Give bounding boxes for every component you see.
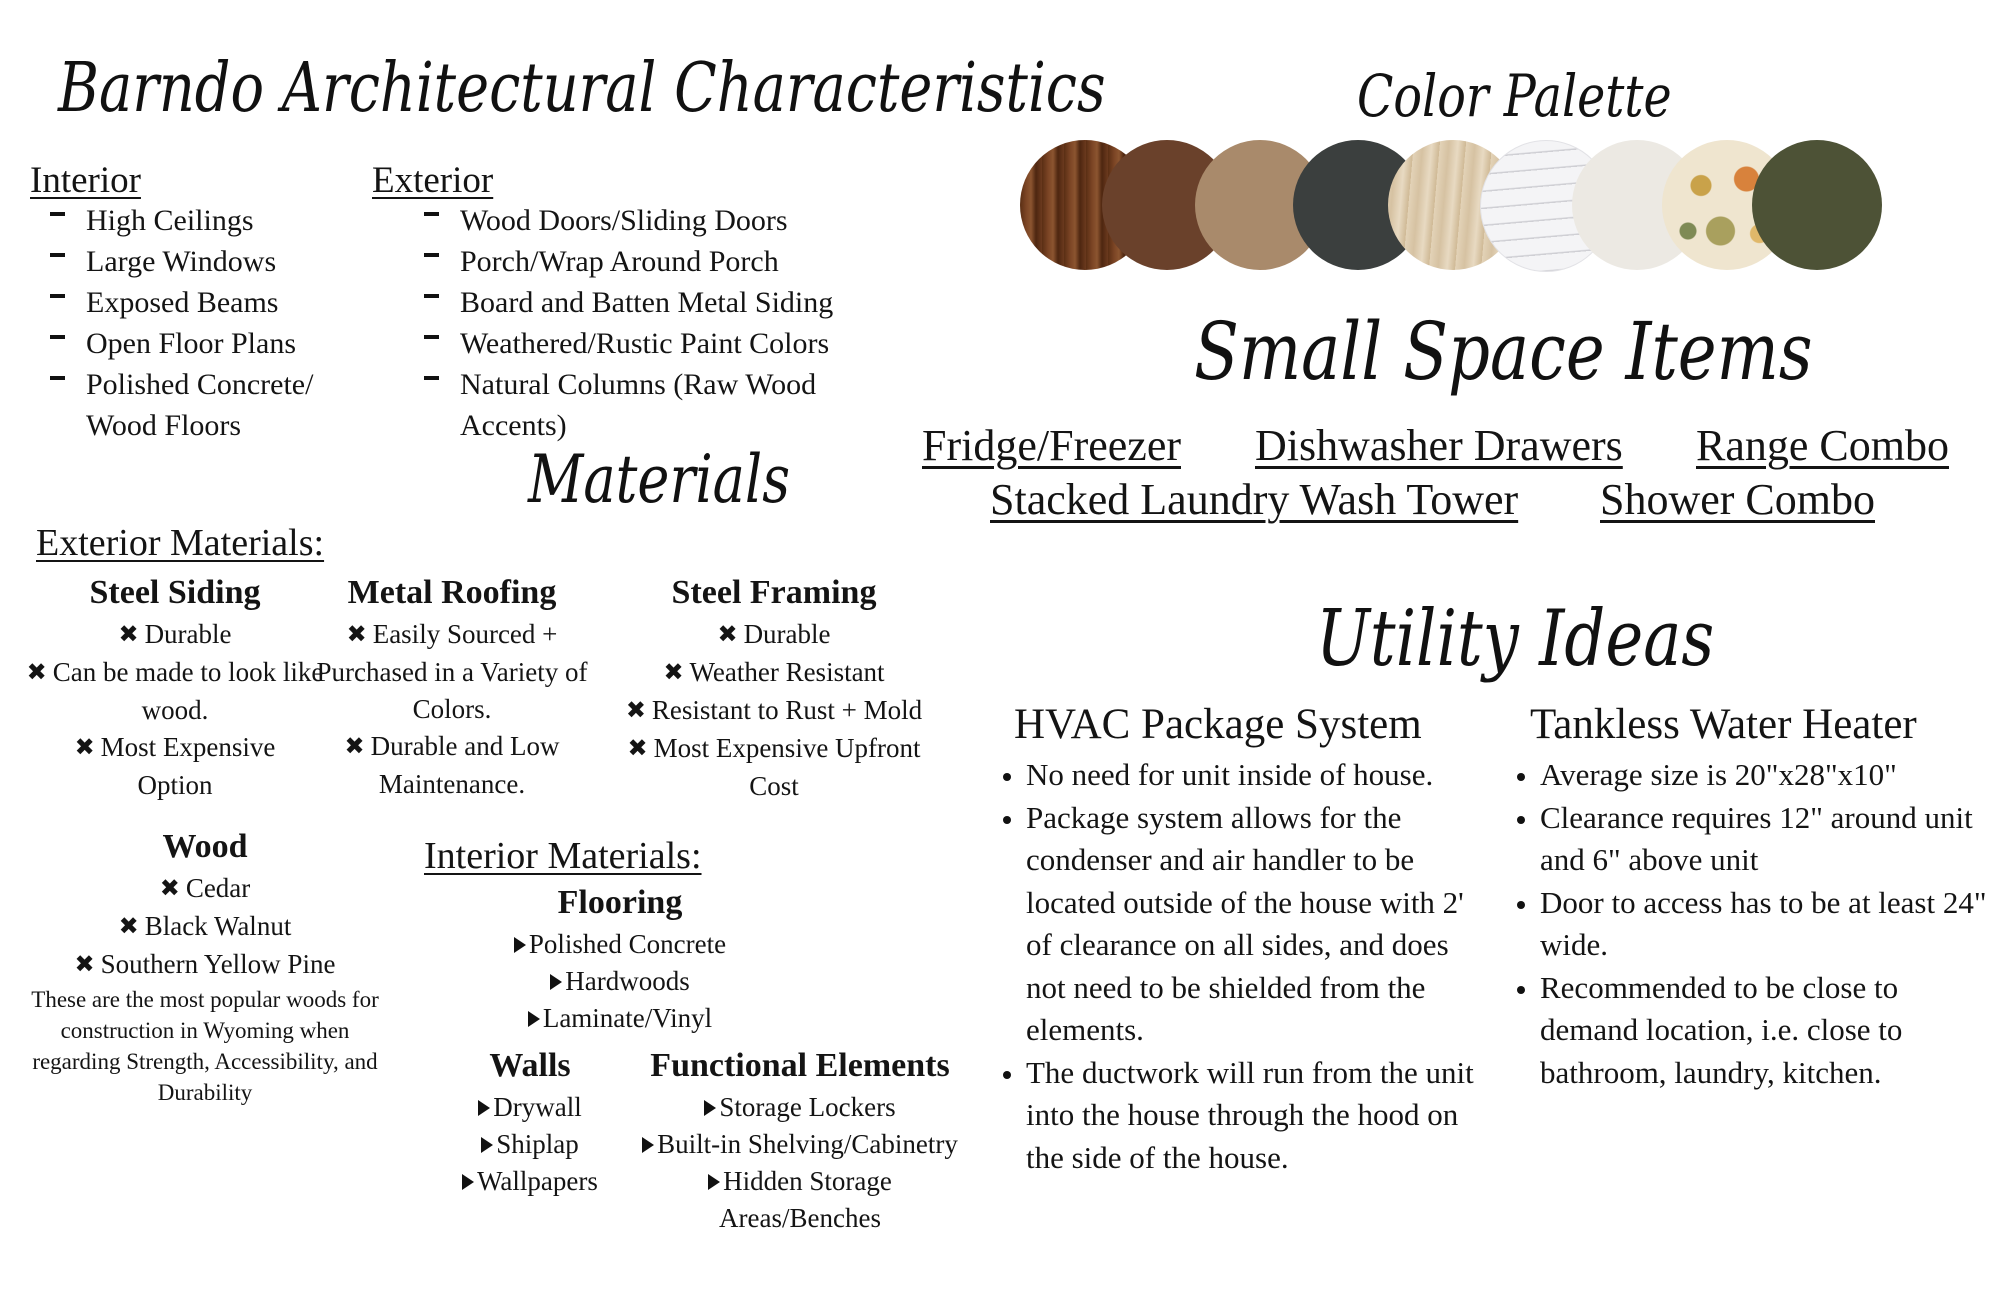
triangle-bullet-icon	[708, 1174, 720, 1190]
list-item: No need for unit inside of house.	[1000, 754, 1480, 797]
list-item: Recommended to be close to demand location, i.e. close to bathroom, laundry, kitchen.	[1514, 967, 1994, 1095]
triangle-bullet-icon	[462, 1174, 474, 1190]
water-heater-section	[1514, 698, 1994, 1094]
olive-swatch	[1752, 140, 1882, 270]
list-item: ✖ Durable	[20, 616, 330, 654]
flooring-column	[470, 880, 770, 1037]
fridge-freezer-link: Fridge/Freezer	[922, 421, 1181, 470]
pushpin-icon: ✖	[717, 622, 738, 648]
materials-title: Materials	[528, 441, 790, 518]
wood-note: These are the most popular woods for construction in Wyoming when regarding Strength, Accessibility, and Durability	[31, 987, 379, 1105]
triangle-bullet-icon	[642, 1137, 654, 1153]
interior-materials-heading: Interior Materials:	[424, 835, 702, 877]
triangle-bullet-icon	[481, 1137, 493, 1153]
list-item: Drywall	[430, 1089, 630, 1126]
pushpin-icon: ✖	[344, 734, 365, 760]
water-heater-list	[1514, 754, 1994, 1094]
metal-roofing-heading: Metal Roofing	[347, 574, 557, 611]
triangle-bullet-icon	[514, 937, 526, 953]
pushpin-icon: ✖	[74, 952, 95, 978]
functional-elements-heading: Functional Elements	[650, 1047, 950, 1084]
list-item: Package system allows for the condenser and air handler to be located outside of the house with 2' of clearance on all sides, and does not need to be shielded from the elements.	[1000, 797, 1480, 1052]
list-item: The ductwork will run from the unit into the house through the hood on the side of the house.	[1000, 1052, 1480, 1180]
list-item: Laminate/Vinyl	[470, 1000, 770, 1037]
steel-framing-heading: Steel Framing	[671, 574, 877, 611]
interior-list	[50, 200, 350, 446]
list-item: Built-in Shelving/Cabinetry	[620, 1126, 980, 1163]
color-palette-title: Color Palette	[1357, 62, 1672, 130]
list-item: ✖ Southern Yellow Pine	[20, 946, 390, 984]
hvac-list	[1000, 754, 1480, 1179]
list-item: ✖ Most Expensive Option	[74, 732, 276, 800]
list-item: Hardwoods	[470, 963, 770, 1000]
dishwasher-drawers-link: Dishwasher Drawers	[1255, 421, 1623, 470]
shower-combo-link: Shower Combo	[1600, 475, 1875, 524]
list-item: ✖ Black Walnut	[20, 908, 390, 946]
pushpin-icon: ✖	[346, 622, 367, 648]
list-item: Open Floor Plans	[50, 323, 350, 364]
list-item: Natural Columns (Raw Wood Accents)	[424, 364, 840, 446]
steel-siding-column	[20, 570, 330, 804]
interior-heading: Interior	[30, 160, 141, 201]
page-title: Barndo Architectural Characteristics	[58, 49, 1106, 128]
pushpin-icon: ✖	[663, 660, 684, 686]
list-item: Board and Batten Metal Siding	[424, 282, 864, 323]
list-item: Storage Lockers	[620, 1089, 980, 1126]
pushpin-icon: ✖	[26, 660, 47, 686]
range-combo-link: Range Combo	[1696, 421, 1949, 470]
list-item: ✖ Easily Sourced + Purchased in a Variety of Colors.	[316, 619, 588, 724]
exterior-materials-heading: Exterior Materials:	[36, 522, 325, 564]
flooring-heading: Flooring	[557, 884, 683, 921]
laundry-tower-link: Stacked Laundry Wash Tower	[990, 475, 1519, 524]
list-item: Polished Concrete/ Wood Floors	[50, 364, 350, 446]
exterior-heading: Exterior	[372, 160, 494, 201]
list-item: Exposed Beams	[50, 282, 350, 323]
list-item: ✖ Can be made to look like wood.	[26, 657, 324, 725]
pushpin-icon: ✖	[159, 876, 180, 902]
list-item: Porch/Wrap Around Porch	[424, 241, 864, 282]
list-item: ✖ Durable and Low Maintenance.	[344, 731, 560, 799]
pushpin-icon: ✖	[74, 735, 95, 761]
exterior-list	[424, 200, 864, 446]
hvac-section	[1000, 698, 1480, 1179]
triangle-bullet-icon	[550, 974, 562, 990]
triangle-bullet-icon	[478, 1100, 490, 1116]
walls-column	[430, 1043, 630, 1200]
triangle-bullet-icon	[704, 1100, 716, 1116]
list-item: Weathered/Rustic Paint Colors	[424, 323, 864, 364]
list-item: ✖ Resistant to Rust + Mold	[596, 692, 952, 730]
list-item: High Ceilings	[50, 200, 350, 241]
list-item: ✖ Most Expensive Upfront Cost	[627, 733, 921, 801]
pushpin-icon: ✖	[627, 736, 648, 762]
water-heater-heading: Tankless Water Heater	[1530, 701, 1917, 748]
list-item: ✖ Cedar	[20, 870, 390, 908]
utility-ideas-title: Utility Ideas	[1316, 594, 1715, 684]
steel-siding-heading: Steel Siding	[89, 574, 261, 611]
list-item: Wood Doors/Sliding Doors	[424, 200, 864, 241]
exterior-section	[372, 158, 892, 446]
hvac-heading: HVAC Package System	[1014, 701, 1422, 748]
list-item: Clearance requires 12" around unit and 6" above unit	[1514, 797, 1994, 882]
small-space-title: Small Space Items	[1194, 305, 1813, 398]
triangle-bullet-icon	[528, 1011, 540, 1027]
functional-elements-column	[620, 1043, 980, 1237]
list-item: Average size is 20"x28"x10"	[1514, 754, 1994, 797]
list-item: Shiplap	[430, 1126, 630, 1163]
list-item: Large Windows	[50, 241, 350, 282]
steel-framing-column	[596, 570, 952, 805]
interior-section	[30, 158, 360, 446]
wood-column	[20, 824, 390, 1108]
list-item: Hidden Storage Areas/Benches	[620, 1163, 980, 1237]
pushpin-icon: ✖	[118, 914, 139, 940]
metal-roofing-column	[312, 570, 592, 803]
list-item: Door to access has to be at least 24" wide.	[1514, 882, 1994, 967]
list-item: ✖ Durable	[596, 616, 952, 654]
walls-heading: Walls	[489, 1047, 571, 1084]
list-item: Polished Concrete	[470, 926, 770, 963]
list-item: ✖ Weather Resistant	[596, 654, 952, 692]
pushpin-icon: ✖	[625, 698, 646, 724]
list-item: Wallpapers	[430, 1163, 630, 1200]
wood-heading: Wood	[162, 828, 248, 865]
pushpin-icon: ✖	[118, 622, 139, 648]
